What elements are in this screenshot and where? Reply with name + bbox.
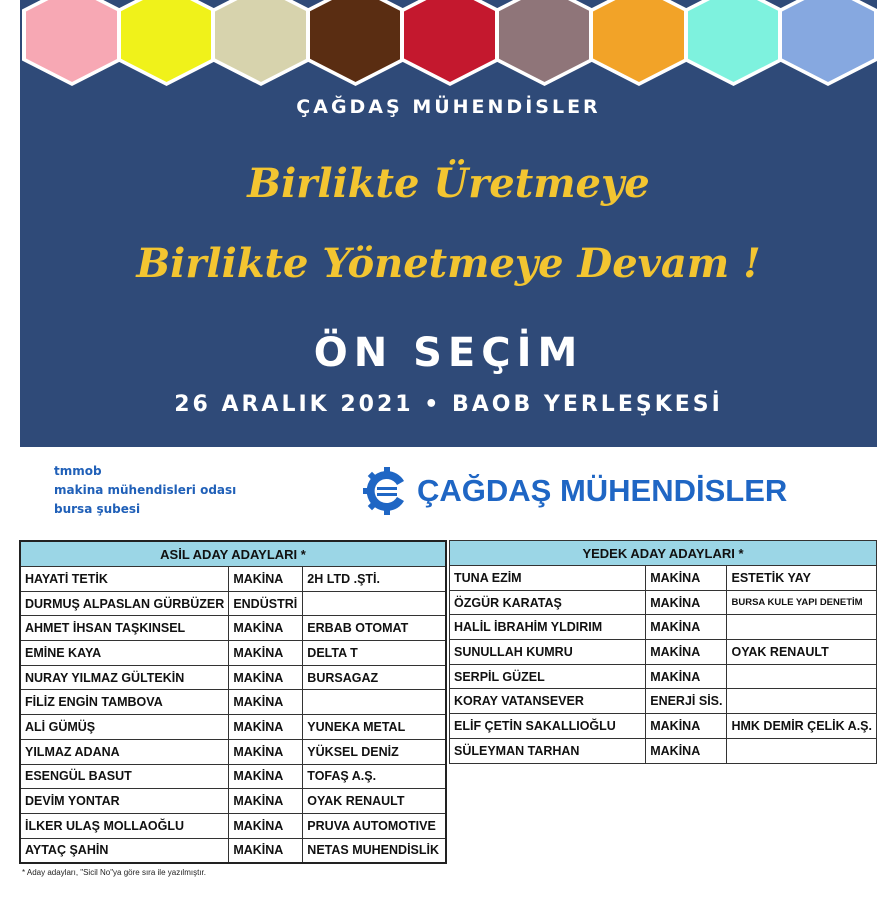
candidate-name: SUNULLAH KUMRU [450,640,646,665]
poster-banner [20,0,877,447]
table-row [20,665,446,690]
candidate-branch: MAKİNA [646,615,727,640]
candidate-company: BURSA KULE YAPI DENETİM [727,590,877,615]
candidate-name: FİLİZ ENGİN TAMBOVA [20,690,229,715]
table-row [20,591,446,616]
hexagon-color-row [20,0,877,90]
candidate-name: KORAY VATANSEVER [450,689,646,714]
table-row [20,690,446,715]
candidate-branch: MAKİNA [646,664,727,689]
candidate-branch: MAKİNA [229,789,303,814]
hexagon-swatch [404,0,496,82]
candidate-branch: ENDÜSTRİ [229,591,303,616]
table-row [20,739,446,764]
candidate-name: DEVİM YONTAR [20,789,229,814]
slogan-line-1: Birlikte Üretmeye [247,160,650,207]
candidate-name: ALİ GÜMÜŞ [20,715,229,740]
candidate-branch: MAKİNA [646,566,727,591]
candidate-name: DURMUŞ ALPASLAN GÜRBÜZER [20,591,229,616]
table-row [20,789,446,814]
candidate-company: DELTA T [303,641,446,666]
table-row [450,664,877,689]
election-subtitle: 26 ARALIK 2021 • BAOB YERLEŞKESİ [174,392,723,417]
hexagon-swatch [782,0,874,82]
chamber-line-1: tmmob [54,464,102,478]
hexagon-swatch [310,0,402,82]
candidate-company: HMK DEMİR ÇELİK A.Ş. [727,714,877,739]
table-row [450,738,877,763]
chamber-info [54,462,236,519]
candidate-company: ERBAB OTOMAT [303,616,446,641]
candidate-branch: MAKİNA [646,640,727,665]
hexagon-swatch [121,0,213,82]
candidate-company: YUNEKA METAL [303,715,446,740]
candidate-branch: MAKİNA [646,738,727,763]
candidate-name: ELİF ÇETİN SAKALLIOĞLU [450,714,646,739]
hexagon-swatch [215,0,307,82]
candidate-branch: MAKİNA [646,714,727,739]
election-title: ÖN SEÇİM [313,330,584,376]
table-row [20,813,446,838]
candidate-company: 2H LTD .ŞTİ. [303,567,446,592]
table-row [20,641,446,666]
candidate-company: OYAK RENAULT [303,789,446,814]
candidate-name: ESENGÜL BASUT [20,764,229,789]
candidate-company: OYAK RENAULT [727,640,877,665]
candidate-branch: MAKİNA [229,739,303,764]
candidate-company: TOFAŞ A.Ş. [303,764,446,789]
table-row [450,615,877,640]
candidate-name: ÖZGÜR KARATAŞ [450,590,646,615]
candidate-company [727,664,877,689]
table-row [450,714,877,739]
candidate-name: EMİNE KAYA [20,641,229,666]
candidate-company: YÜKSEL DENİZ [303,739,446,764]
candidate-branch: MAKİNA [229,813,303,838]
principal-candidates-table [19,540,447,864]
candidate-name: AYTAÇ ŞAHİN [20,838,229,863]
candidate-company [303,690,446,715]
candidate-company: ESTETİK YAY [727,566,877,591]
candidate-name: YILMAZ ADANA [20,739,229,764]
table-row [20,838,446,863]
candidate-branch: MAKİNA [229,665,303,690]
candidate-company: NETAS MUHENDİSLİK [303,838,446,863]
candidate-company [303,591,446,616]
candidate-company [727,615,877,640]
table-row [20,764,446,789]
substitute-table-heading: YEDEK ADAY ADAYLARI * [450,541,877,566]
hexagon-swatch [688,0,780,82]
banner-org-title: ÇAĞDAŞ MÜHENDİSLER [296,96,601,118]
chamber-line-2: makina mühendisleri odası [54,483,237,497]
candidate-branch: MAKİNA [229,690,303,715]
table-row [20,567,446,592]
footnote: * Aday adayları, "Sicil No"ya göre sıra ile yazılmıştır. [22,868,206,877]
table-row [20,616,446,641]
candidate-branch: MAKİNA [229,616,303,641]
candidate-branch: MAKİNA [229,641,303,666]
hexagon-swatch [26,0,118,82]
candidate-name: HAYATİ TETİK [20,567,229,592]
candidate-company [727,738,877,763]
candidate-company [727,689,877,714]
slogan-line-2: Birlikte Yönetmeye Devam ! [136,240,761,287]
principal-table-heading: ASİL ADAY ADAYLARI * [20,541,446,567]
table-row [20,715,446,740]
candidate-branch: MAKİNA [229,715,303,740]
candidate-branch: MAKİNA [646,590,727,615]
table-row [450,566,877,591]
candidate-branch: MAKİNA [229,838,303,863]
hexagon-swatch [593,0,685,82]
gear-c-logo-icon [363,467,411,515]
candidate-name: HALİL İBRAHİM YLDIRIM [450,615,646,640]
table-row [450,640,877,665]
brand-lockup [363,466,787,516]
chamber-line-3: bursa şubesi [54,502,141,516]
candidate-branch: ENERJİ SİS. [646,689,727,714]
candidate-name: SERPİL GÜZEL [450,664,646,689]
candidate-company: PRUVA AUTOMOTIVE [303,813,446,838]
table-row [450,689,877,714]
brand-name: ÇAĞDAŞ MÜHENDİSLER [417,473,788,508]
table-row [450,590,877,615]
substitute-candidates-table [449,540,877,764]
candidate-name: AHMET İHSAN TAŞKINSEL [20,616,229,641]
hexagon-swatch [499,0,591,82]
candidate-company: BURSAGAZ [303,665,446,690]
candidate-name: TUNA EZİM [450,566,646,591]
candidate-name: SÜLEYMAN TARHAN [450,738,646,763]
candidate-name: İLKER ULAŞ MOLLAOĞLU [20,813,229,838]
candidate-branch: MAKİNA [229,764,303,789]
candidate-name: NURAY YILMAZ GÜLTEKİN [20,665,229,690]
candidate-branch: MAKİNA [229,567,303,592]
